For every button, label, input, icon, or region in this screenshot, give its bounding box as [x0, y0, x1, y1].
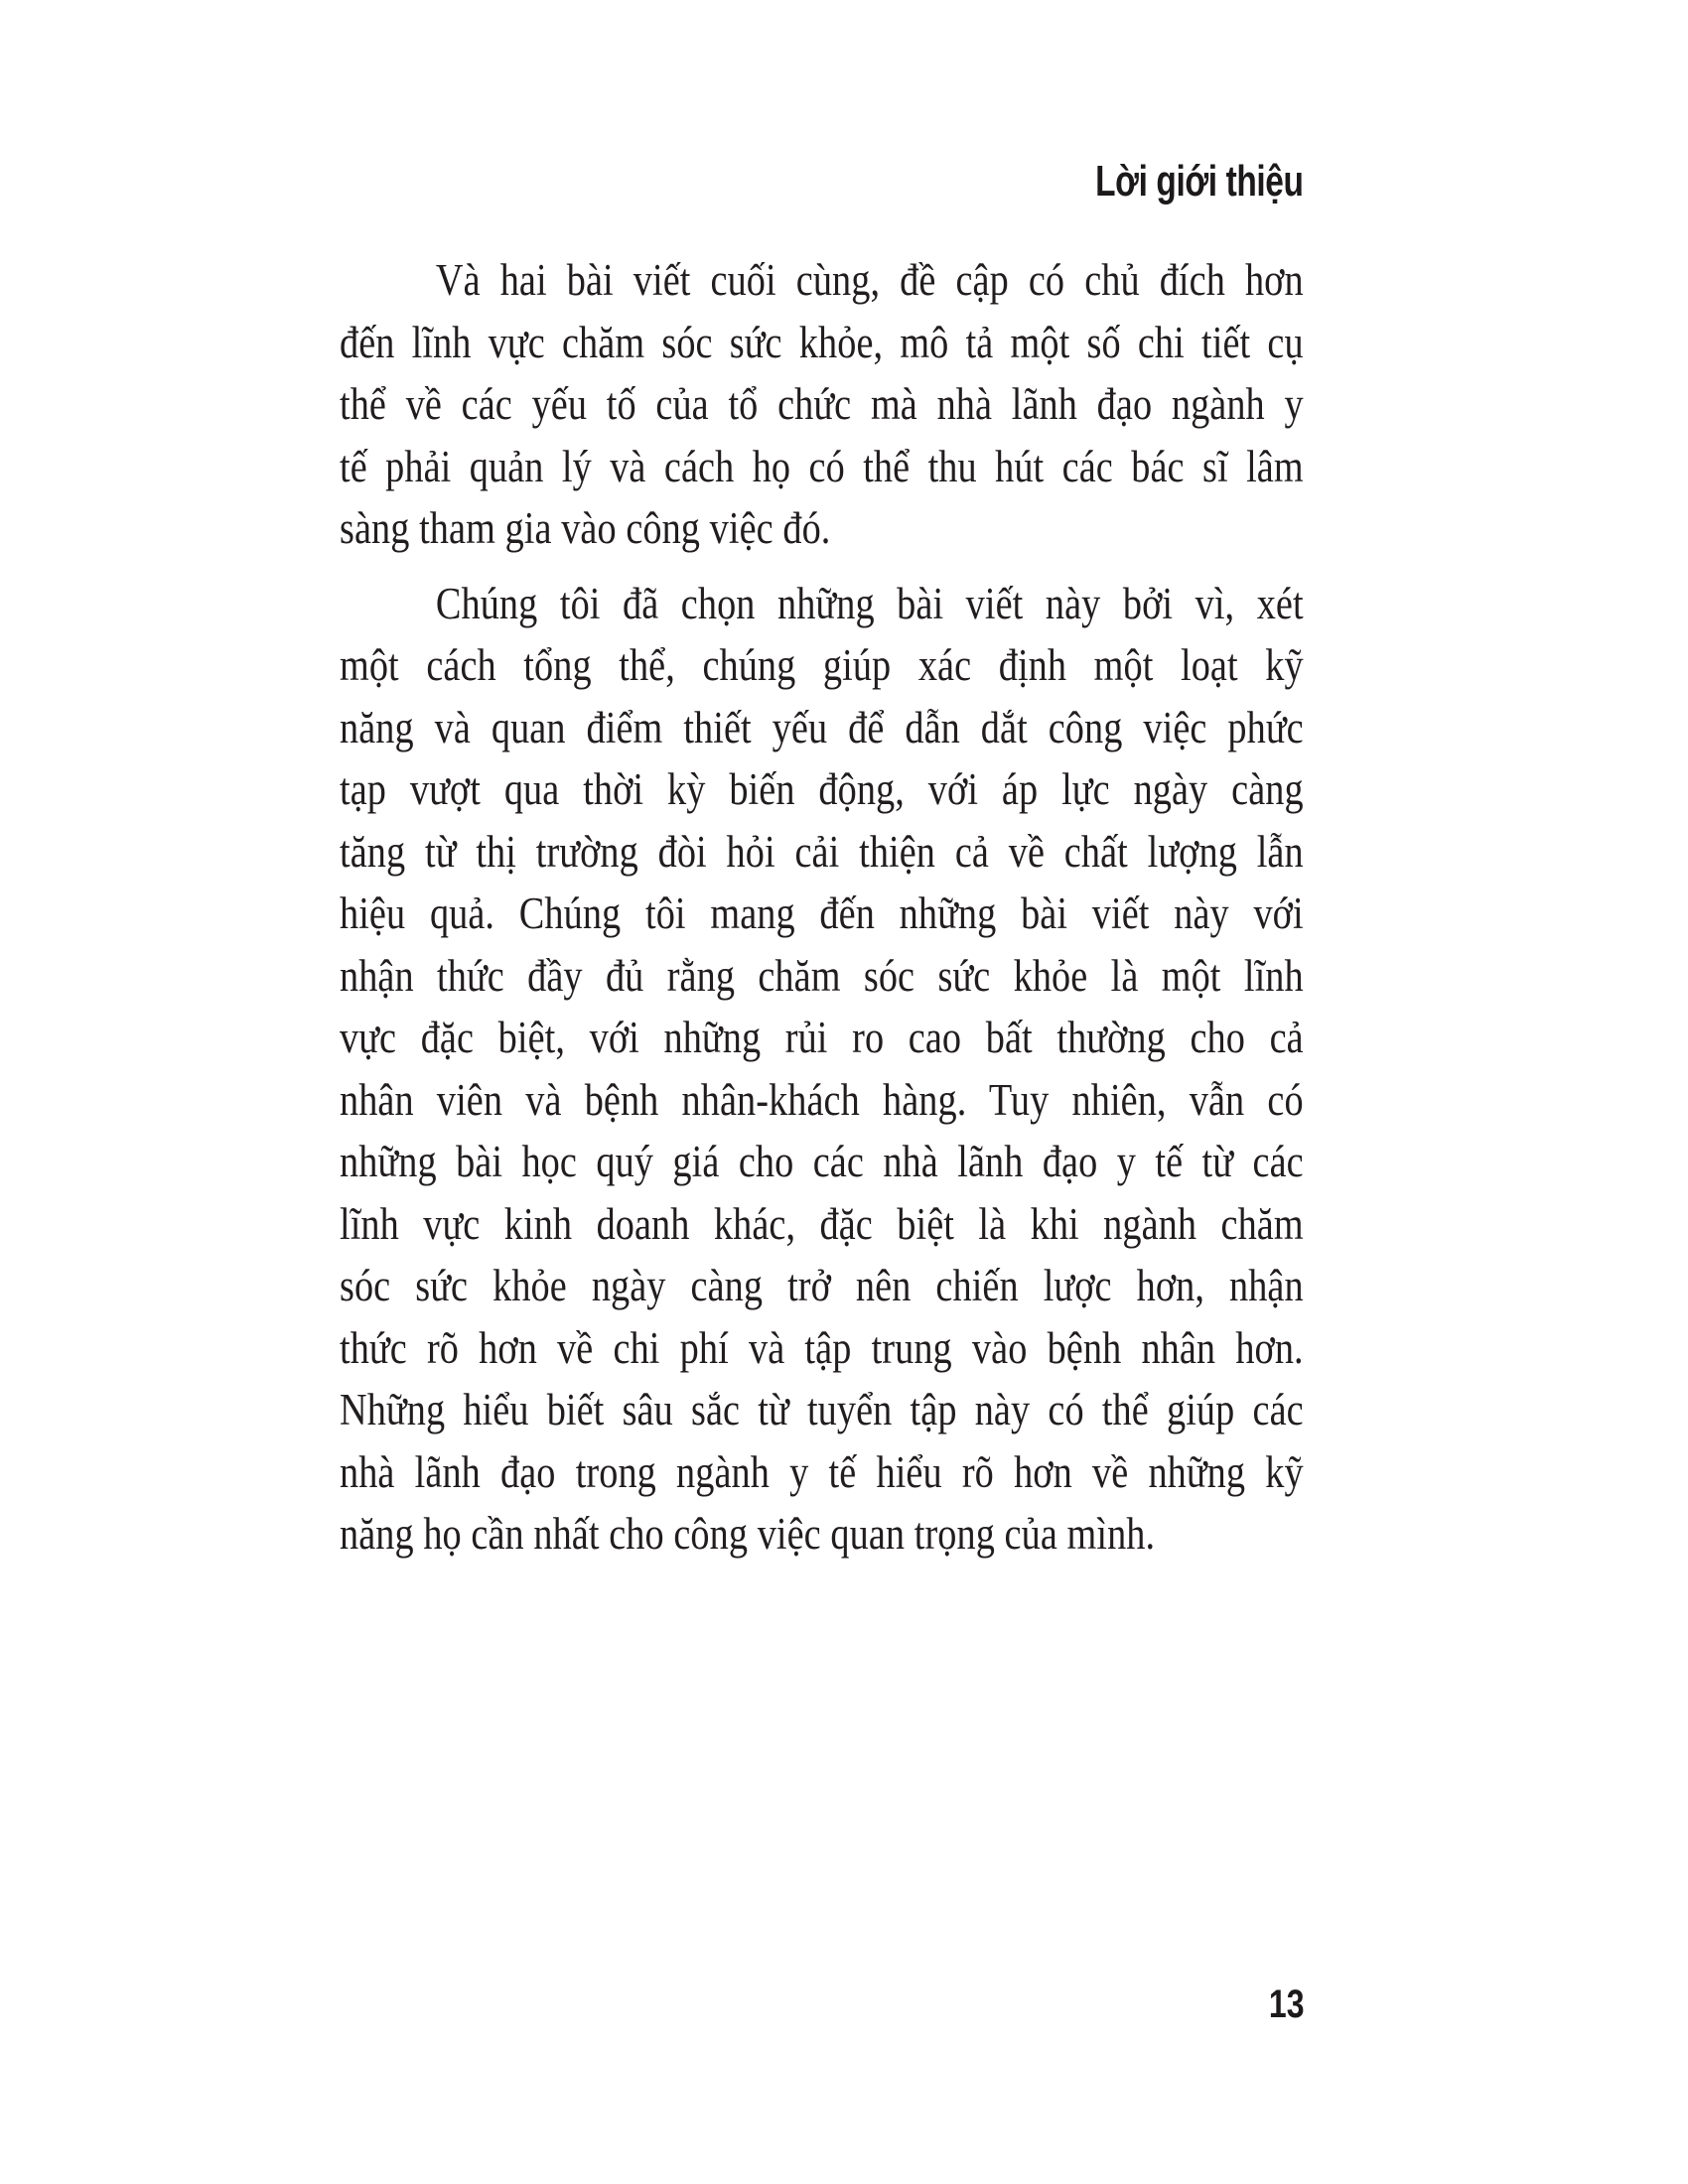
body-line: nhà lãnh đạo trong ngành y tế hiểu rõ hơn về những kỹ	[340, 1446, 1304, 1497]
page-number: 13	[1268, 1982, 1304, 2026]
body-line: vực đặc biệt, với những rủi ro cao bất thường cho cả	[340, 1013, 1304, 1062]
body-line: tế phải quản lý và cách họ có thể thu hút các bác sĩ lâm	[340, 441, 1304, 491]
body-line: nhân viên và bệnh nhân-khách hàng. Tuy nhiên, vẫn có	[340, 1074, 1304, 1125]
body-line: Những hiểu biết sâu sắc từ tuyển tập này có thể giúp các	[340, 1385, 1304, 1434]
body-text-block	[340, 249, 1304, 1566]
body-line: thể về các yếu tố của tổ chức mà nhà lãnh đạo ngành y	[340, 379, 1304, 429]
body-line: tạp vượt qua thời kỳ biến động, với áp lực ngày càng	[340, 764, 1304, 814]
body-line: hiệu quả. Chúng tôi mang đến những bài viết này với	[340, 888, 1304, 938]
body-line: Chúng tôi đã chọn những bài viết này bởi vì, xét	[435, 578, 1304, 628]
body-line: thức rõ hơn về chi phí và tập trung vào bệnh nhân hơn.	[340, 1322, 1304, 1373]
body-line: sàng tham gia vào công việc đó.	[340, 503, 831, 553]
body-line: sóc sức khỏe ngày càng trở nên chiến lược hơn, nhận	[340, 1261, 1304, 1310]
body-line: Và hai bài viết cuối cùng, đề cập có chủ đích hơn	[435, 255, 1304, 305]
body-line: năng họ cần nhất cho công việc quan trọng của mình.	[340, 1509, 1156, 1559]
paragraph-2	[340, 573, 1304, 1566]
body-line: lĩnh vực kinh doanh khác, đặc biệt là khi ngành chăm	[340, 1198, 1304, 1249]
body-line: năng và quan điểm thiết yếu để dẫn dắt công việc phức	[340, 702, 1304, 752]
body-line: những bài học quý giá cho các nhà lãnh đạo y tế từ các	[340, 1137, 1304, 1186]
paragraph-1	[340, 249, 1304, 560]
running-header: Lời giới thiệu	[1095, 157, 1304, 205]
body-line: tăng từ thị trường đòi hỏi cải thiện cả về chất lượng lẫn	[340, 826, 1304, 877]
body-line: đến lĩnh vực chăm sóc sức khỏe, mô tả một số chi tiết cụ	[340, 317, 1304, 367]
body-line: một cách tổng thể, chúng giúp xác định một loạt kỹ	[340, 640, 1304, 690]
body-line: nhận thức đầy đủ rằng chăm sóc sức khỏe là một lĩnh	[340, 950, 1304, 1001]
